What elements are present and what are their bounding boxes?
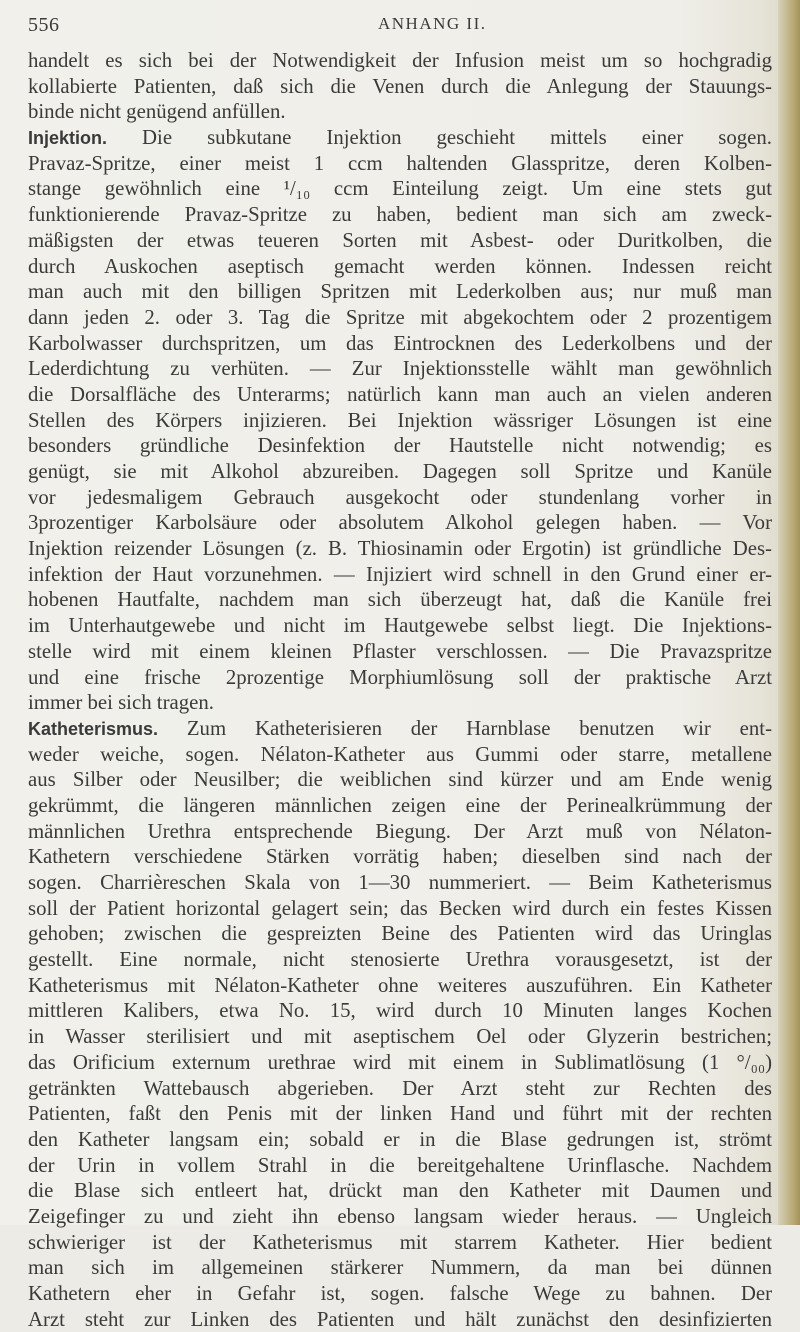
line-text: kollabierte Patienten, daß sich die Venen durch die Anlegung der Stauungs- <box>28 74 772 98</box>
line-text: man auch mit den billigen Spritzen mit Lederkolben aus; nur muß man <box>28 280 772 304</box>
line-text: gestellt. Eine normale, nicht stenosierte Urethra vorausgesetzt, ist der <box>28 948 772 972</box>
line-text: den Katheter langsam ein; sobald er in die Blase gedrungen ist, strömt <box>28 1127 772 1151</box>
text-line <box>28 921 772 947</box>
text-line <box>28 819 772 845</box>
line-text: Kathetern verschiedene Stärken vorrätig haben; dieselben sind nach der <box>28 845 772 869</box>
text-line <box>28 1255 772 1281</box>
text-line <box>28 793 772 819</box>
text-line <box>28 562 772 588</box>
text-line <box>28 356 772 382</box>
text-line <box>28 433 772 459</box>
section-keyword: Katheterismus. <box>28 718 159 739</box>
line-text: besonders gründliche Desinfektion der Hautstelle nicht notwendig; es <box>28 434 772 458</box>
text-line <box>28 151 772 177</box>
text-line <box>28 1050 772 1076</box>
text-line <box>28 408 772 434</box>
line-text: mäßigsten der etwas teueren Sorten mit Asbest- oder Duritkolben, die <box>28 228 772 252</box>
text-line <box>28 1230 772 1256</box>
line-text: dann jeden 2. oder 3. Tag die Spritze mit abgekochtem oder 2 prozentigem <box>28 305 772 329</box>
line-text: Injektion reizender Lösungen (z. B. Thiosinamin oder Ergotin) ist gründliche Des- <box>28 537 772 561</box>
line-text: binde nicht genügend anfüllen. <box>28 100 286 124</box>
text-line <box>28 716 772 742</box>
text-line <box>28 1307 772 1332</box>
text-line <box>28 202 772 228</box>
line-text: männlichen Urethra entsprechende Biegung. Der Arzt muß von Nélaton- <box>28 819 772 843</box>
line-text: aus Silber oder Neusilber; die weiblichen sind kürzer und am Ende wenig <box>28 768 772 792</box>
text-line <box>28 1024 772 1050</box>
section-title: ANHANG II. <box>378 14 487 33</box>
line-text: Katheterismus mit Nélaton-Katheter ohne weiteres auszuführen. Ein Katheter <box>28 973 772 997</box>
text-line <box>28 767 772 793</box>
text-line <box>28 331 772 357</box>
line-text: 3prozentiger Karbolsäure oder absolutem Alkohol gelegen haben. — Vor <box>28 511 772 535</box>
text-line <box>28 947 772 973</box>
page-edge <box>778 0 800 1225</box>
line-text: das Orificium externum urethrae wird mit einem in Sublimatlösung (1 °/₀₀) <box>28 1050 772 1074</box>
text-line <box>28 998 772 1024</box>
text-line <box>28 1204 772 1230</box>
body-text <box>28 48 772 1332</box>
line-text: hobenen Hautfalte, nachdem man sich überzeugt hat, daß die Kanüle frei <box>28 588 772 612</box>
line-text: im Unterhautgewebe und nicht im Hautgewebe selbst liegt. Die Injektions- <box>28 614 772 638</box>
line-text: stange gewöhnlich eine ¹/₁₀ ccm Einteilung zeigt. Um eine stets gut <box>28 177 772 201</box>
line-text: stelle wird mit einem kleinen Pflaster verschlossen. — Die Pravazspritze <box>28 639 772 663</box>
line-text: soll der Patient horizontal gelagert sein; das Becken wird durch ein festes Kissen <box>28 896 772 920</box>
line-text: vor jedesmaligem Gebrauch ausgekocht oder stundenlang vorher in <box>28 485 772 509</box>
line-text: gekrümmt, die längeren männlichen zeigen eine der Perinealkrümmung der <box>28 793 772 817</box>
line-text: Karbolwasser durchspritzen, um das Eintrocknen des Lederkolbens und der <box>28 331 772 355</box>
line-text: sogen. Charrièreschen Skala von 1—30 nummeriert. — Beim Katheterismus <box>28 871 772 894</box>
line-text: durch Auskochen aseptisch gemacht werden können. Indessen reicht <box>28 254 772 278</box>
text-line <box>28 1153 772 1179</box>
section-keyword: Injektion. <box>28 128 108 149</box>
text-line <box>28 305 772 331</box>
text-line <box>28 1178 772 1204</box>
line-text: man sich im allgemeinen stärkerer Nummern, da man bei dünnen <box>28 1256 772 1280</box>
text-line <box>28 279 772 305</box>
text-line <box>28 973 772 999</box>
line-text: Die subkutane Injektion geschieht mittels einer sogen. <box>107 126 772 150</box>
line-text: Pravaz-Spritze, einer meist 1 ccm haltenden Glasspritze, deren Kolben- <box>28 151 772 175</box>
page-number: 556 <box>28 14 60 36</box>
line-text: schwieriger ist der Katheterismus mit starrem Katheter. Hier bedient <box>28 1230 772 1254</box>
text-line <box>28 99 772 125</box>
text-line <box>28 228 772 254</box>
text-line <box>28 536 772 562</box>
text-line <box>28 48 772 74</box>
text-line <box>28 1127 772 1153</box>
text-line <box>28 613 772 639</box>
line-text: getränkten Wattebausch abgerieben. Der Arzt steht zur Rechten des <box>28 1076 772 1100</box>
line-text: in Wasser sterilisiert und mit aseptischem Oel oder Glyzerin bestrichen; <box>28 1025 772 1049</box>
line-text: Lederdichtung zu verhüten. — Zur Injektionsstelle wählt man gewöhnlich <box>28 357 772 381</box>
line-text: und eine frische 2prozentige Morphiumlösung soll der praktische Arzt <box>28 665 772 689</box>
text-line <box>28 844 772 870</box>
line-text: weder weiche, sogen. Nélaton-Katheter aus Gummi oder starre, metallene <box>28 742 772 766</box>
text-line <box>28 690 772 716</box>
line-text: Arzt steht zur Linken des Patienten und hält zunächst den desinfizierten <box>28 1307 772 1331</box>
line-text: mittleren Kalibers, etwa No. 15, wird durch 10 Minuten langes Kochen <box>28 999 772 1023</box>
text-line <box>28 1281 772 1307</box>
text-line <box>28 459 772 485</box>
text-line <box>28 125 772 151</box>
line-text: Kathetern eher in Gefahr ist, sogen. falsche Wege zu bahnen. Der <box>28 1282 772 1305</box>
text-line <box>28 510 772 536</box>
text-line <box>28 639 772 665</box>
text-line <box>28 896 772 922</box>
line-text: Stellen des Körpers injizieren. Bei Injektion wässriger Lösungen ist eine <box>28 408 772 432</box>
line-text: Zeigefinger zu und zieht ihn ebenso langsam wieder heraus. — Ungleich <box>28 1204 772 1228</box>
line-text: funktionierende Pravaz-Spritze zu haben, bedient man sich am zweck- <box>28 203 772 227</box>
text-line <box>28 870 772 896</box>
text-line <box>28 254 772 280</box>
line-text: die Blase sich entleert hat, drückt man den Katheter mit Daumen und <box>28 1179 772 1203</box>
line-text: infektion der Haut vorzunehmen. — Injiziert wird schnell in den Grund einer er- <box>28 562 772 586</box>
text-line <box>28 1076 772 1102</box>
line-text: Zum Katheterisieren der Harnblase benutzen wir ent- <box>158 716 772 740</box>
text-line <box>28 485 772 511</box>
line-text: genügt, sie mit Alkohol abzureiben. Dagegen soll Spritze und Kanüle <box>28 460 772 483</box>
line-text: handelt es sich bei der Notwendigkeit der Infusion meist um so hochgradig <box>28 49 772 72</box>
line-text: die Dorsalfläche des Unterarms; natürlich kann man auch an vielen anderen <box>28 382 772 406</box>
text-line <box>28 665 772 691</box>
running-head <box>28 14 768 44</box>
line-text: gehoben; zwischen die gespreizten Beine des Patienten wird das Uringlas <box>28 922 772 946</box>
text-line <box>28 742 772 768</box>
text-line <box>28 587 772 613</box>
line-text: immer bei sich tragen. <box>28 691 214 715</box>
text-line <box>28 382 772 408</box>
text-line <box>28 74 772 100</box>
line-text: der Urin in vollem Strahl in die bereitgehaltene Urinflasche. Nachdem <box>28 1153 772 1177</box>
text-line <box>28 176 772 202</box>
text-line <box>28 1101 772 1127</box>
line-text: Patienten, faßt den Penis mit der linken Hand und führt mit der rechten <box>28 1102 772 1126</box>
